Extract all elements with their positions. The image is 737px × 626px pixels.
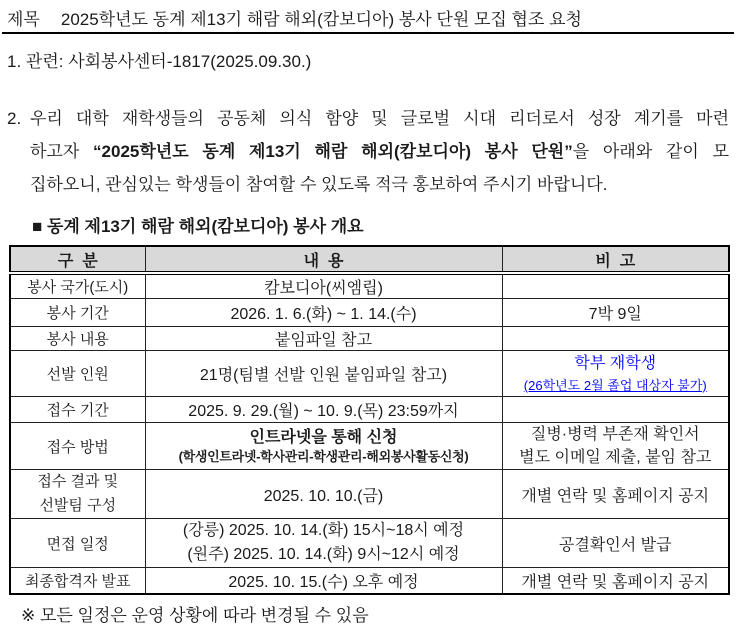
row-activity-label: 봉사 내용 (10, 327, 145, 351)
row-interview-note: 공결확인서 발급 (502, 519, 729, 568)
document-title: 2025학년도 동계 제13기 해람 해외(캄보디아) 봉사 단원 모집 협조 요청 (60, 10, 582, 29)
row-final-label: 최종합격자 발표 (10, 568, 145, 594)
table-row (10, 397, 729, 423)
table-row (10, 423, 729, 470)
row-result-label (10, 470, 145, 519)
note-graduation-restriction: (26학년도 2월 졸업 대상자 불가) (523, 377, 707, 393)
note-email-submit: 별도 이메일 제출, 붙임 참고 (519, 449, 712, 466)
note-undergrad: 학부 재학생 (574, 354, 657, 372)
line2-bold-program-name: “2025학년도 동계 제13기 해람 해외(캄보디아) 봉사 단원” (93, 142, 573, 161)
row-country-label: 봉사 국가(도시) (10, 273, 145, 299)
row-activity-content: 붙임파일 참고 (145, 327, 502, 351)
row-final-content: 2025. 10. 15.(수) 오후 예정 (145, 568, 502, 594)
row-selection-content: 21명(팀별 선발 인원 붙임파일 참고) (145, 351, 502, 397)
row-result-content: 2025. 10. 10.(금) (145, 470, 502, 519)
schedule-change-note: ※ 모든 일정은 운영 상황에 따라 변경될 수 있음 (21, 606, 369, 625)
section-heading: ■ 동계 제13기 해람 해외(캄보디아) 봉사 개요 (32, 217, 364, 236)
row-period-label: 봉사 기간 (10, 299, 145, 327)
table-row (10, 470, 729, 519)
line2-pre: 하고자 (30, 142, 94, 161)
header-content: 내 용 (145, 246, 502, 273)
related-reference-line: 1. 관련: 사회봉사센터-1817(2025.09.30.) (7, 52, 312, 71)
note-health-certificate: 질병·병력 부존재 확인서 (530, 426, 700, 443)
row-application-method-content (145, 423, 502, 470)
row-interview-content (145, 519, 502, 568)
content-interview-gangneung: (강릉) 2025. 10. 14.(화) 15시~18시 예정 (182, 522, 465, 539)
paragraph-line-1: 우리 대학 재학생들의 공동체 의식 함양 및 글로벌 시대 리더로서 성장 계기를 마련 (30, 109, 729, 128)
row-activity-note (502, 327, 729, 351)
title-row (7, 5, 731, 30)
row-application-method-label: 접수 방법 (10, 423, 145, 470)
overview-table (9, 245, 730, 595)
content-intranet-path: (학생인트라넷-학사관리-학생관리-해외봉사활동신청) (178, 448, 469, 464)
paragraph-text (30, 102, 729, 201)
paragraph-line-2 (30, 135, 729, 168)
recruitment-paragraph (7, 102, 729, 201)
row-interview-label: 면접 일정 (10, 519, 145, 568)
header-category: 구 분 (10, 246, 145, 273)
row-application-period-content: 2025. 9. 29.(월) ~ 10. 9.(목) 23:59까지 (145, 397, 502, 423)
row-period-content: 2026. 1. 6.(화) ~ 1. 14.(수) (145, 299, 502, 327)
paragraph-line-3: 집하오니, 관심있는 학생들이 참여할 수 있도록 적극 홍보하여 주시기 바랍니다. (30, 175, 608, 194)
label-result-line1: 접수 결과 및 (37, 473, 119, 490)
content-interview-wonju: (원주) 2025. 10. 14.(화) 9시~12시 예정 (187, 546, 460, 563)
table-row (10, 327, 729, 351)
row-application-period-label: 접수 기간 (10, 397, 145, 423)
table-row (10, 568, 729, 594)
row-period-note: 7박 9일 (502, 299, 729, 327)
table-row (10, 351, 729, 397)
row-country-note (502, 273, 729, 299)
row-application-period-note (502, 397, 729, 423)
paragraph-marker: 2. (7, 109, 22, 128)
table-row (10, 273, 729, 299)
line2-post: 을 아래와 같이 모 (572, 142, 729, 161)
row-result-note: 개별 연락 및 홈페이지 공지 (502, 470, 729, 519)
title-divider (2, 32, 734, 34)
row-country-content: 캄보디아(씨엠립) (145, 273, 502, 299)
title-label: 제목 (7, 10, 40, 29)
header-remarks: 비 고 (502, 246, 729, 273)
row-final-note: 개별 연락 및 홈페이지 공지 (502, 568, 729, 594)
table-header-row (10, 246, 729, 273)
row-selection-note (502, 351, 729, 397)
content-intranet-apply: 인트라넷을 통해 신청 (249, 428, 398, 446)
table-row (10, 299, 729, 327)
row-selection-label: 선발 인원 (10, 351, 145, 397)
label-result-line2: 선발팀 구성 (39, 497, 117, 514)
row-application-method-note (502, 423, 729, 470)
table-row (10, 519, 729, 568)
